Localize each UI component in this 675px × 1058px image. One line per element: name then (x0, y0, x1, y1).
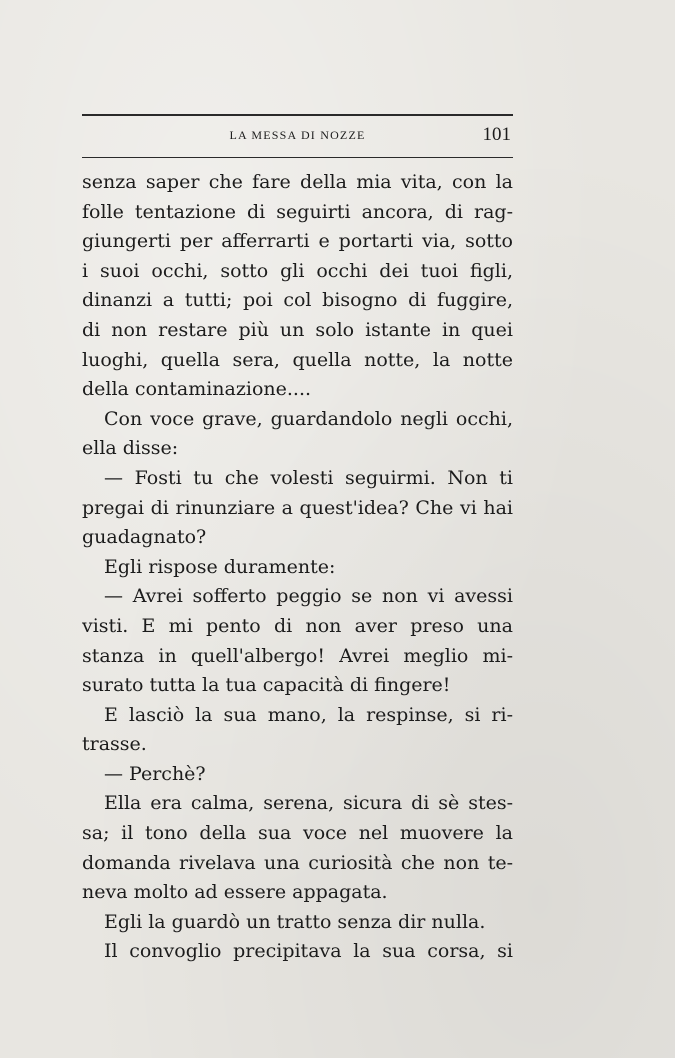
text-line: senza saper che fare della mia vita, con la (82, 171, 513, 193)
text-line: — Fosti tu che volesti seguirmi. Non ti (104, 466, 513, 489)
text-line: Egli rispose duramente: (104, 555, 336, 578)
text-line: — Perchè? (104, 762, 206, 785)
text-line: stanza in quell'albergo! Avrei meglio mi- (82, 644, 513, 667)
text-line: sa; il tono della sua voce nel muovere la (82, 822, 513, 845)
body-text (82, 168, 513, 967)
text-line: i suoi occhi, sotto gli occhi dei tuoi figli, (82, 259, 513, 282)
text-line: della contaminazione.... (82, 378, 312, 401)
text-line: di non restare più un solo istante in quei (82, 318, 513, 341)
header-bottom-rule (82, 157, 513, 158)
text-line: domanda rivelava una curiosità che non te- (82, 851, 513, 874)
text-line: ella disse: (82, 437, 179, 460)
text-line: folle tentazione di seguirti ancora, di rag- (82, 200, 513, 223)
text-line: — Avrei sofferto peggio se non vi avessi (104, 585, 513, 608)
text-line: trasse. (82, 733, 147, 756)
running-title: LA MESSA DI NOZZE (229, 128, 366, 142)
text-line: visti. E mi pento di non aver preso una (82, 614, 513, 637)
text-line: Il convoglio precipitava la sua corsa, si (104, 940, 513, 963)
header-top-rule (82, 114, 513, 116)
text-line: neva molto ad essere appagata. (82, 881, 388, 904)
running-head (82, 124, 513, 148)
text-line: surato tutta la tua capacità di fingere! (82, 674, 451, 697)
text-line: dinanzi a tutti; poi col bisogno di fuggire, (82, 289, 513, 312)
text-line: Ella era calma, serena, sicura di sè stes- (104, 792, 513, 815)
text-line: Egli la guardò un tratto senza dir nulla. (104, 910, 486, 933)
page-number: 101 (482, 124, 511, 145)
text-line: luoghi, quella sera, quella notte, la notte (82, 348, 513, 371)
text-line: guadagnato? (82, 526, 207, 549)
text-line: Con voce grave, guardandolo negli occhi, (104, 407, 513, 430)
text-line: E lasciò la sua mano, la respinse, si ri- (104, 703, 513, 726)
text-line: giungerti per afferrarti e portarti via, sotto (82, 230, 513, 253)
text-line: pregai di rinunziare a quest'idea? Che vi hai (82, 496, 513, 519)
